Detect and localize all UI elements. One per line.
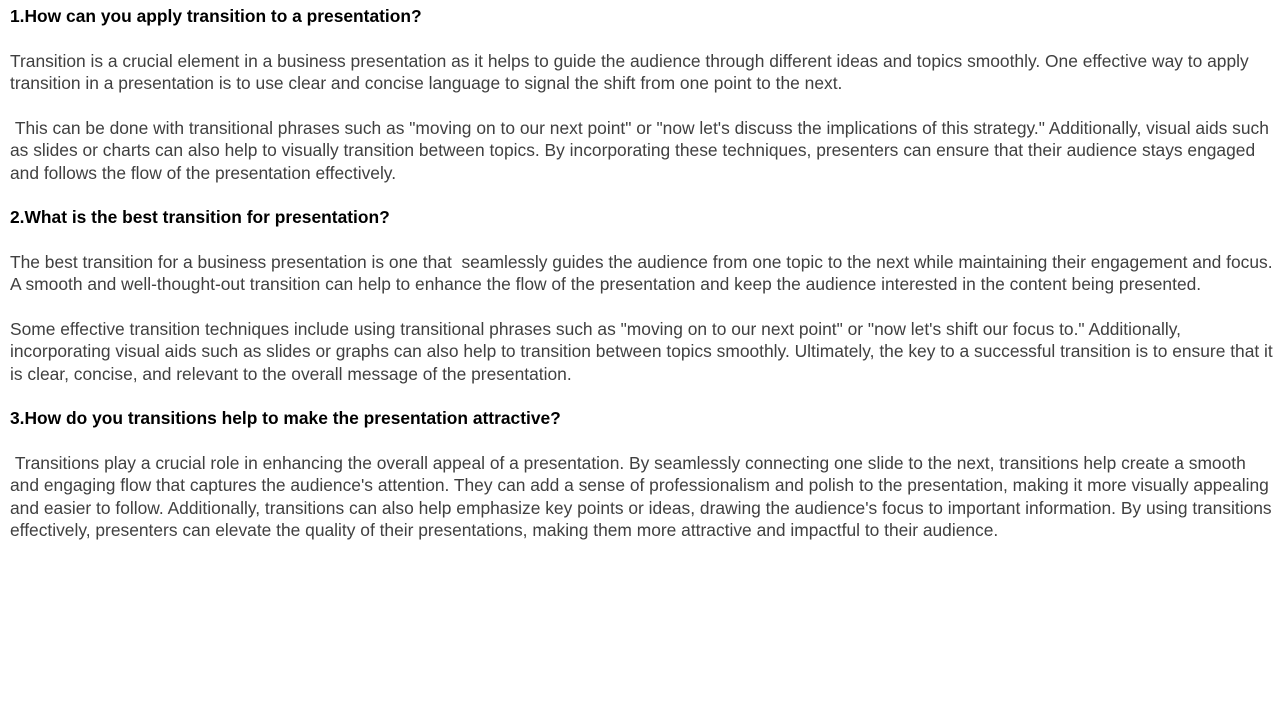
answer-paragraph: Transitions play a crucial role in enhancing the overall appeal of a presentation. By seamlessly connecting one slide to the next, transitions help create a smooth and engaging flow that captures the audience's attention. They can add a sense of professionalism and polish to the presentation, making it more visually appealing and easier to follow. Additionally, transitions can also help emphasize key points or ideas, drawing the audience's focus to important information. By using transitions effectively, presenters can elevate the quality of their presentations, making them more attractive and impactful to their audience. [10,452,1277,540]
question-heading: 2.What is the best transition for presentation? [10,207,390,227]
answer-paragraph: Transition is a crucial element in a business presentation as it helps to guide the audience through different ideas and topics smoothly. One effective way to apply transition in a presentation is to use clear and concise language to signal the shift from one point to the next. [10,50,1254,93]
question-heading: 3.How do you transitions help to make the presentation attractive? [10,408,561,428]
faq-section-3 [10,407,1276,542]
faq-section-1 [10,5,1276,184]
answer-paragraph: Some effective transition techniques include using transitional phrases such as "moving on to our next point" or "now let's shift our focus to." Additionally, incorporating visual aids such as slides or graphs can also help to transition between topics smoothly. Ultimately, the key to a successful transition is to ensure that it is clear, concise, and relevant to the overall message of the presentation. [10,318,1278,384]
question-heading: 1.How can you apply transition to a presentation? [10,6,422,26]
answer-paragraph: This can be done with transitional phrases such as "moving on to our next point" or "now let's discuss the implications of this strategy." Additionally, visual aids such as slides or charts can also help to visually transition between topics. By incorporating these techniques, presenters can ensure that their audience stays engaged and follows the flow of the presentation effectively. [10,117,1274,183]
answer-paragraph: The best transition for a business presentation is one that seamlessly guides the audience from one topic to the next while maintaining their engagement and focus. A smooth and well-thought-out transition can help to enhance the flow of the presentation and keep the audience interested in the content being presented. [10,251,1277,294]
faq-section-2 [10,206,1276,385]
document-body [10,5,1276,564]
